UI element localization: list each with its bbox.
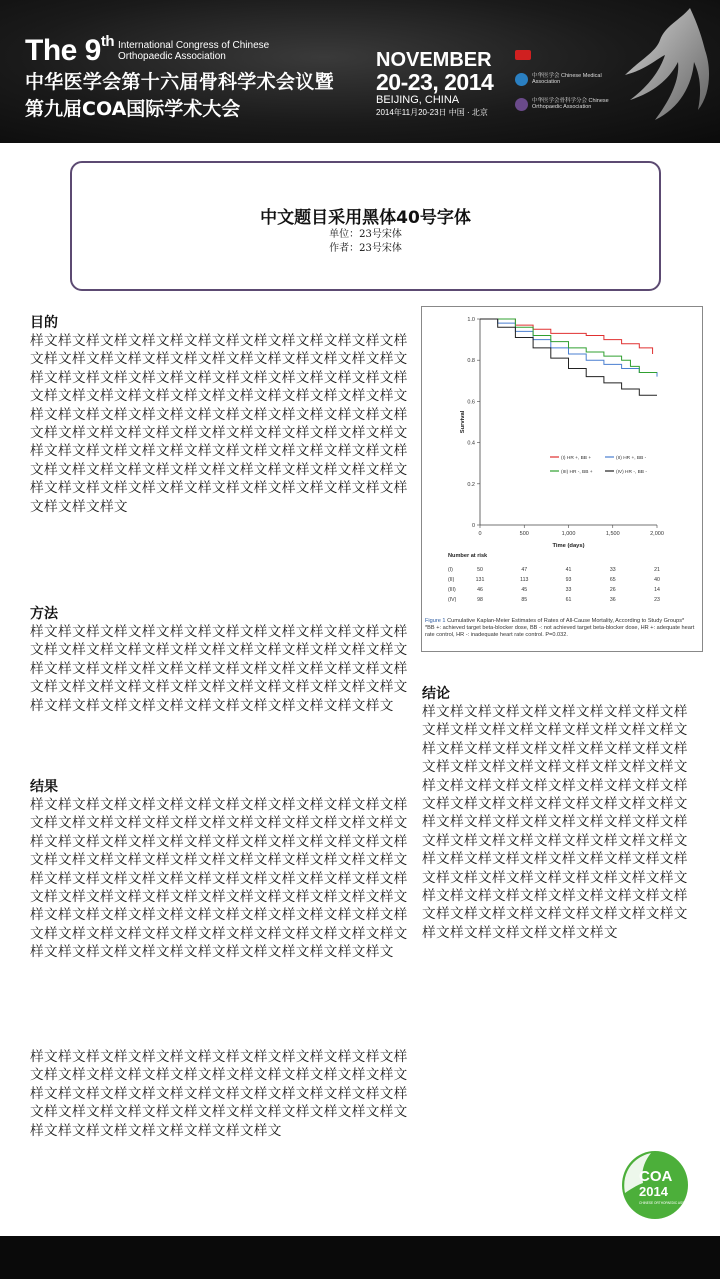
y-tick-label: 0.2: [467, 481, 475, 488]
x-tick-label: 0: [478, 531, 482, 537]
risk-group-label: (III): [448, 587, 456, 593]
risk-value: 131: [475, 577, 485, 583]
y-tick-label: 1.0: [467, 317, 475, 323]
x-tick-label: 1,500: [605, 531, 620, 537]
risk-value: 93: [565, 577, 572, 583]
congress-name: International Congress of Chinese Orthopaedic Association: [118, 40, 270, 62]
legend-label: (II) HR +, BB -: [616, 456, 647, 461]
risk-value: 33: [565, 587, 572, 593]
risk-value: 23: [654, 597, 660, 603]
x-tick-label: 1,000: [561, 531, 576, 537]
purpose-heading: 目的: [30, 315, 58, 331]
chinese-title-line1: 中华医学会第十六届骨科学术会议暨: [25, 71, 334, 93]
risk-value: 47: [521, 567, 528, 573]
risk-value: 61: [565, 597, 572, 603]
chinese-title-line2: 第九届COA国际学术大会: [25, 98, 241, 120]
risk-value: 50: [477, 567, 483, 573]
header-banner: The 9th International Congress of Chinese Orthopaedic Association 中华医学会第十六届骨科学术会议暨 第九届COA国际学术大会 NOVEMBER 20-23, 2014 BEIJING, CHINA 2014年11月20-23日 中国 · 北京 中华医学会 Chinese Medical Association 中华医学会骨科学分会 Chinese Orthopaedic Association: [0, 0, 720, 143]
affiliation: 单位：23号宋体: [329, 229, 402, 240]
legend-label: (IV) HR -, BB -: [616, 470, 647, 475]
title-box: [70, 161, 661, 291]
legend-label: (III) HR -, BB +: [561, 470, 593, 475]
risk-value: 98: [477, 597, 483, 603]
legend-label: (I) HR +, BB +: [561, 456, 592, 461]
cma-logo-icon: [515, 73, 528, 86]
results-heading: 结果: [30, 779, 58, 795]
risk-value: 14: [654, 587, 660, 593]
method-body: 样文样文样文样文样文样文样文样文样文样文样文样文样文样文样文样文样文样文样文样文样文样文样文样文样文样文样文样文样文样文样文样文样文样文样文样文样文样文样文样文样文样文样文样文样文样文样文样文样文样文样文样文样文样文样文样文样文样文样文样文样文样文样文样文样文样文样文: [30, 624, 408, 714]
logo-year: 2014: [639, 1184, 668, 1199]
series-line-4: [480, 319, 657, 395]
risk-value: 26: [609, 587, 616, 593]
risk-group-label: (IV): [448, 597, 457, 603]
author: 作者：23号宋体: [329, 243, 402, 254]
x-axis-label: Time (days): [552, 543, 585, 549]
x-tick-label: 500: [519, 531, 529, 537]
risk-value: 36: [609, 597, 616, 603]
conclusion-body: 样文样文样文样文样文样文样文样文样文样文样文样文样文样文样文样文样文样文样文样文样文样文样文样文样文样文样文样文样文样文样文样文样文样文样文样文样文样文样文样文样文样文样文样文样文样文样文样文样文样文样文样文样文样文样文样文样文样文样文样文样文样文样文样文样文样文样文样文样文样文样文样文样文样文样文样文样文样文样文样文样文样文样文样文样文样文样文样文样文样文样文样文样文样文样文样文样文样文样文样文样文样文样文样文样文样文样文样文样文样文样文样文样文样文样文样文样文样文样文样文样文: [422, 704, 688, 941]
logo-text: COA: [639, 1168, 673, 1185]
km-figure: [421, 306, 703, 652]
results-body-2: 样文样文样文样文样文样文样文样文样文样文样文样文样文样文样文样文样文样文样文样文样文样文样文样文样文样文样文样文样文样文样文样文样文样文样文样文样文样文样文样文样文样文样文样文样文样文样文样文样文样文样文样文样文样文样文样文样文样文样文样文样文样文样文: [30, 1049, 408, 1139]
risk-value: 85: [521, 597, 528, 603]
method-heading: 方法: [30, 606, 58, 622]
logo-sub: CHINESE ORTHOPAEDIC ASSOCIATION: [639, 1201, 700, 1205]
y-tick-label: 0.6: [467, 399, 475, 406]
event-date: NOVEMBER 20-23, 2014 BEIJING, CHINA 2014年11月20-23日 中国 · 北京: [376, 49, 494, 117]
km-chart: [422, 307, 702, 617]
risk-group-label: (II): [448, 577, 455, 583]
figure-caption: Figure 1 Cumulative Kaplan-Meier Estimates of Rates of All-Cause Mortality, According to Study Groups* *BB +: achieved target beta-blocker dose, BB -: not achieved target beta-blocker dose, HR +: adequate heart rate control, HR -: inadequate heart rate control. P=0.032.: [425, 618, 695, 638]
risk-value: 21: [654, 567, 660, 573]
footer-bar: [0, 1236, 720, 1279]
risk-value: 40: [654, 577, 660, 583]
series-line-1: [480, 319, 653, 354]
results-body: 样文样文样文样文样文样文样文样文样文样文样文样文样文样文样文样文样文样文样文样文样文样文样文样文样文样文样文样文样文样文样文样文样文样文样文样文样文样文样文样文样文样文样文样文样文样文样文样文样文样文样文样文样文样文样文样文样文样文样文样文样文样文样文样文样文样文样文样文样文样文样文样文样文样文样文样文样文样文样文样文样文样文样文样文样文样文样文样文样文样文样文样文样文样文样文样文样文样文样文样文样文样文样文样文样文样文样文样文样文样文样文样文样文样文样文样文样文样文样文样文样文: [30, 797, 408, 961]
risk-table-heading: Number at risk: [448, 553, 488, 559]
dragon-wing-graphic: [570, 0, 720, 143]
poster-title: 中文题目采用黑体40号字体: [260, 208, 471, 228]
risk-value: 33: [609, 567, 616, 573]
y-tick-label: 0: [471, 523, 475, 529]
event-edition: The 9th: [25, 33, 115, 67]
x-tick-label: 2,000: [650, 531, 664, 537]
y-tick-label: 0.4: [467, 440, 475, 447]
y-axis-label: Survival: [460, 410, 466, 434]
purpose-body: 样文样文样文样文样文样文样文样文样文样文样文样文样文样文样文样文样文样文样文样文样文样文样文样文样文样文样文样文样文样文样文样文样文样文样文样文样文样文样文样文样文样文样文样文样文样文样文样文样文样文样文样文样文样文样文样文样文样文样文样文样文样文样文样文样文样文样文样文样文样文样文样文样文样文样文样文样文样文样文样文样文样文样文样文样文样文样文样文样文样文样文样文样文样文样文样文样文样文样文样文样文样文样文样文样文样文样文样文样文样文样文样文样文样文样文样文样文样文样文样文样文样文样文样文样文: [30, 333, 408, 515]
risk-value: 45: [521, 587, 528, 593]
conclusion-heading: 结论: [422, 686, 450, 702]
risk-value: 46: [477, 587, 483, 593]
y-tick-label: 0.8: [467, 358, 475, 365]
risk-value: 113: [520, 577, 529, 583]
risk-value: 65: [609, 577, 616, 583]
coa2014-logo: [613, 1143, 700, 1223]
risk-group-label: (I): [448, 567, 453, 573]
risk-value: 41: [565, 567, 572, 573]
coa-logo-icon: [515, 98, 528, 111]
